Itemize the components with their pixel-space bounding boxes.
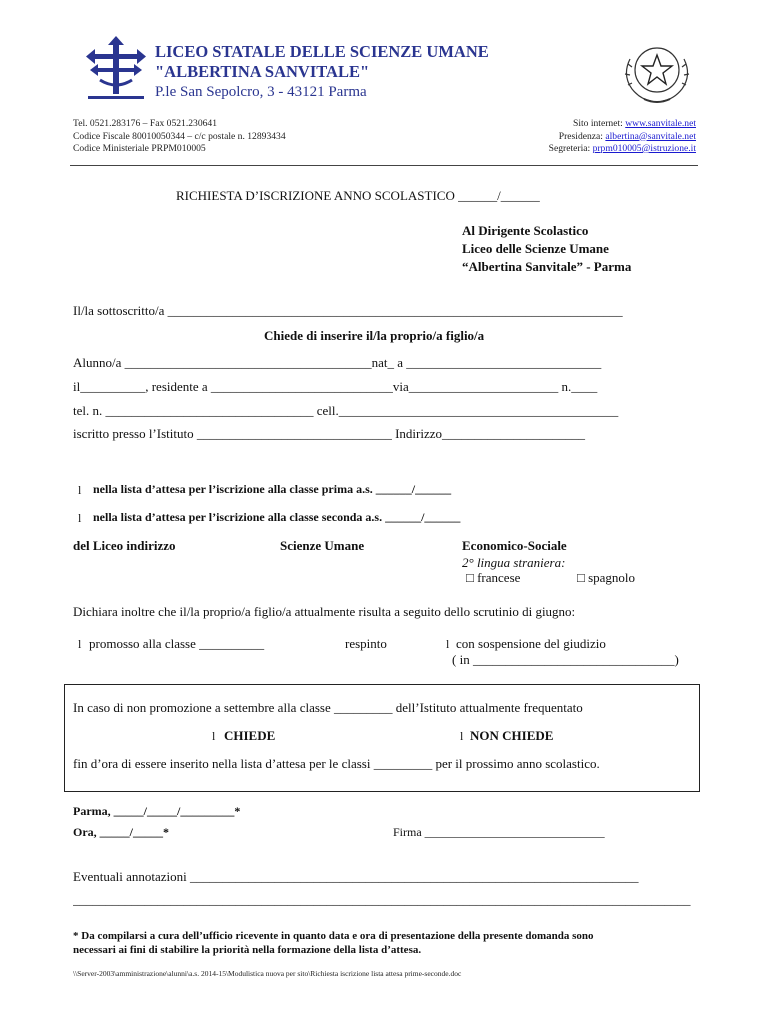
option-classe-prima: nella lista d’attesa per l’iscrizione alla classe prima a.s. ______/______: [93, 482, 452, 496]
presidenza-email-link[interactable]: albertina@sanvitale.net: [605, 130, 696, 142]
contact-segreteria: [549, 143, 696, 156]
liceo-indirizzo-label: del Liceo indirizzo: [73, 538, 176, 553]
chiede-inserire-heading: Chiede di inserire il/la proprio/a figlio/a: [264, 328, 485, 343]
recipient-line1: Al Dirigente Scolastico: [462, 223, 589, 238]
option-francese[interactable]: □ francese: [466, 570, 521, 585]
checkbox-non-chiede[interactable]: l: [460, 729, 464, 743]
republic-emblem-icon: [618, 37, 696, 107]
ora-field[interactable]: Ora, _____/_____*: [73, 825, 169, 839]
recipient-line3: “Albertina Sanvitale” - Parma: [462, 259, 632, 274]
checkbox-prima[interactable]: l: [78, 483, 82, 497]
dichiara-text: Dichiara inoltre che il/la proprio/a figlio/a attualmente risulta a seguito dello scrutinio di giugno:: [73, 604, 576, 619]
priority-note-line1: * Da compilarsi a cura dell’ufficio ricevente in quanto data e ora di presentazione della presente domanda sono: [73, 930, 594, 942]
istituto-field[interactable]: iscritto presso l’Istituto ______________________________ Indirizzo______________________: [73, 426, 586, 441]
segreteria-email-link[interactable]: prpm010005@istruzione.it: [592, 143, 696, 154]
school-address: P.le San Sepolcro, 3 - 43121 Parma: [155, 84, 367, 100]
sospensione-materia-field[interactable]: ( in _______________________________): [452, 652, 679, 667]
indirizzo-scienze-umane: Scienze Umane: [280, 538, 365, 553]
contact-presidenza: [549, 131, 696, 144]
file-path-footer: \\Server-2003\amministrazione\alunni\a.s. 2014-15\Modulistica nuova per sito\Richiesta iscrizione lista attesa prime-seconde.doc: [73, 969, 462, 978]
form-title: RICHIESTA D’ISCRIZIONE ANNO SCOLASTICO ______/______: [176, 188, 540, 203]
option-non-chiede: NON CHIEDE: [470, 728, 554, 743]
firma-field[interactable]: Firma ______________________________: [393, 825, 605, 839]
school-name: [155, 42, 489, 82]
checkbox-seconda[interactable]: l: [78, 511, 82, 525]
priority-note-line2: necessari ai fini di stabilire la priorità nella formazione della lista d’attesa.: [73, 944, 422, 956]
web-link[interactable]: www.sanvitale.net: [625, 118, 696, 129]
option-sospensione: con sospensione del giudizio: [456, 636, 606, 651]
contact-tel: Tel. 0521.283176 – Fax 0521.230641: [73, 118, 218, 129]
school-name-line1: LICEO STATALE DELLE SCIENZE UMANE: [155, 42, 489, 61]
checkbox-sospensione[interactable]: l: [446, 637, 450, 651]
school-name-line2: "ALBERTINA SANVITALE": [155, 62, 370, 81]
checkbox-chiede[interactable]: l: [212, 729, 216, 743]
annotazioni-field[interactable]: Eventuali annotazioni _____________________________________________________________________: [73, 869, 639, 884]
contact-fiscal: Codice Fiscale 80010050344 – c/c postale n. 12893434: [73, 130, 286, 142]
contact-web: [549, 118, 696, 131]
indirizzo-economico-sociale: Economico-Sociale: [462, 538, 567, 553]
option-spagnolo[interactable]: □ spagnolo: [577, 570, 636, 585]
option-promosso: promosso alla classe __________: [89, 636, 265, 651]
presidenza-label: Presidenza:: [558, 130, 606, 142]
annotazioni-line2[interactable]: _______________________________________________________________________________________________: [73, 892, 691, 907]
data-field[interactable]: Parma, _____/_____/_________*: [73, 804, 241, 818]
nascita-residenza-field[interactable]: il__________, residente a ____________________________via_______________________ n.____: [73, 379, 598, 394]
contacts-left: [73, 118, 286, 156]
checkbox-promosso[interactable]: l: [78, 637, 82, 651]
alunno-field[interactable]: Alunno/a ______________________________________nat_ a ______________________________: [73, 355, 602, 370]
segreteria-label: Segreteria:: [548, 143, 593, 154]
option-respinto[interactable]: respinto: [345, 636, 387, 651]
recipient-block: [462, 222, 631, 276]
school-logo: [84, 36, 148, 102]
sottoscritto-field[interactable]: Il/la sottoscritto/a ______________________________________________________________________: [73, 303, 623, 318]
contact-ministerial: Codice Ministeriale PRPM010005: [73, 143, 206, 154]
non-promozione-text: In caso di non promozione a settembre alla classe _________ dell’Istituto attualmente frequentato: [73, 700, 583, 715]
fin-ora-text: fin d’ora di essere inserito nella lista d’attesa per le classi _________ per il prossimo anno scolastico.: [73, 756, 600, 771]
recipient-line2: Liceo delle Scienze Umane: [462, 241, 609, 256]
lingua-straniera-label: 2° lingua straniera:: [462, 555, 566, 570]
header-divider: [70, 165, 698, 166]
telefono-field[interactable]: tel. n. ________________________________ cell.___________________________________________: [73, 403, 619, 418]
web-label: Sito internet:: [572, 118, 626, 129]
option-chiede: CHIEDE: [224, 728, 276, 743]
priority-note: [73, 929, 594, 957]
contacts-right: [549, 118, 696, 156]
option-classe-seconda: nella lista d’attesa per l’iscrizione alla classe seconda a.s. ______/______: [93, 510, 461, 524]
